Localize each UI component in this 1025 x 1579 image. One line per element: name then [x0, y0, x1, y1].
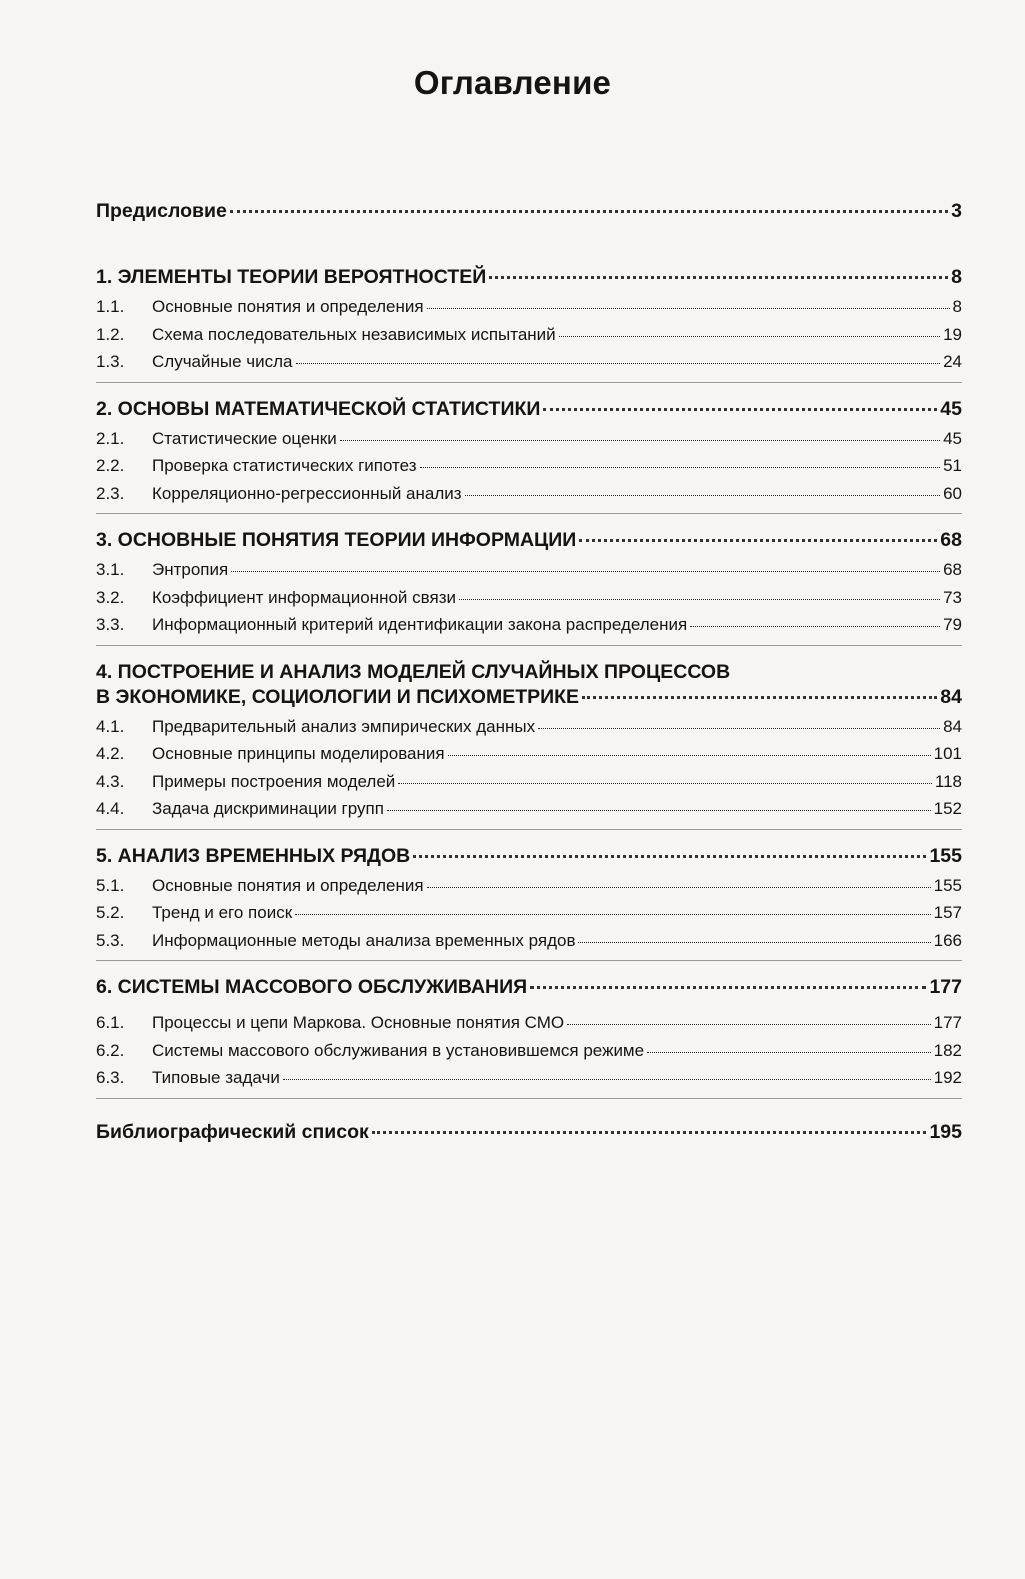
toc-page-number: 84 [943, 716, 962, 736]
toc-chapter-3[interactable] [96, 529, 962, 552]
section-title: Информационные методы анализа временных рядов [152, 930, 576, 950]
section-title: Случайные числа [152, 352, 293, 371]
chapter-title: 6. СИСТЕМЫ МАССОВОГО ОБСЛУЖИВАНИЯ [96, 976, 528, 998]
toc-section[interactable] [96, 1064, 962, 1092]
toc-section[interactable] [96, 348, 962, 376]
table-of-contents [96, 200, 962, 1144]
toc-page-number: 19 [943, 324, 962, 344]
chapter-title: 5. АНАЛИЗ ВРЕМЕННЫХ РЯДОВ [96, 844, 411, 867]
dot-leader [448, 755, 931, 756]
section-number: 5.3. [96, 930, 125, 950]
section-title: Информационный критерий идентификации закона распределения [152, 615, 688, 634]
toc-section[interactable] [96, 584, 962, 612]
toc-section[interactable] [96, 556, 962, 584]
toc-page-number: 68 [943, 560, 962, 579]
toc-page-number: 3 [951, 200, 962, 222]
dot-leader [427, 308, 950, 309]
section-number: 6.3. [96, 1068, 125, 1087]
section-list [96, 556, 962, 646]
section-title: Проверка статистических гипотез [152, 456, 417, 475]
chapter-title: 2. ОСНОВЫ МАТЕМАТИЧЕСКОЙ СТАТИСТИКИ [96, 397, 541, 420]
dot-leader [582, 696, 937, 699]
toc-section[interactable] [96, 1037, 962, 1065]
toc-page-number: 45 [943, 428, 962, 448]
section-number: 4.2. [96, 744, 125, 763]
section-number: 1.1. [96, 297, 125, 316]
toc-section[interactable] [96, 611, 962, 639]
toc-chapter-4[interactable] [96, 686, 962, 709]
toc-section[interactable] [96, 899, 962, 927]
section-title: Коэффициент информационной связи [152, 587, 456, 607]
dot-leader [427, 887, 931, 888]
dot-leader [231, 571, 940, 572]
section-title: Корреляционно-регрессионный анализ [152, 483, 462, 503]
toc-page-number: 155 [933, 875, 962, 895]
dot-leader [296, 363, 941, 364]
toc-page-number: 195 [929, 1120, 962, 1143]
section-title: Основные понятия и определения [152, 297, 424, 316]
dot-leader [283, 1079, 931, 1080]
dot-leader [579, 539, 937, 542]
dot-leader [372, 1131, 927, 1134]
toc-section[interactable] [96, 425, 962, 453]
section-title: Статистические оценки [152, 428, 337, 448]
toc-section[interactable] [96, 452, 962, 480]
dot-leader [543, 408, 937, 411]
section-number: 5.2. [96, 903, 125, 922]
section-title: Энтропия [152, 560, 229, 579]
toc-page-number: 8 [951, 266, 962, 288]
toc-entry-label: Предисловие [96, 200, 227, 222]
section-list [96, 1009, 962, 1099]
dot-leader [538, 728, 940, 729]
toc-page-number: 152 [933, 799, 962, 818]
dot-leader [413, 855, 926, 858]
toc-page-number: 118 [934, 771, 962, 791]
toc-page-number: 84 [940, 685, 962, 708]
toc-section[interactable] [96, 927, 962, 955]
toc-chapter-1[interactable] [96, 266, 962, 289]
toc-section[interactable] [96, 872, 962, 900]
page-title: Оглавление [413, 64, 612, 101]
toc-page-number: 177 [929, 976, 962, 998]
dot-leader [387, 810, 931, 811]
toc-section[interactable] [96, 713, 962, 741]
toc-section[interactable] [96, 480, 962, 508]
toc-page-number: 8 [952, 297, 962, 316]
toc-section[interactable] [96, 740, 962, 768]
chapter-title: 3. ОСНОВНЫЕ ПОНЯТИЯ ТЕОРИИ ИНФОРМАЦИИ [96, 529, 577, 551]
toc-page-number: 73 [943, 587, 962, 607]
toc-preface[interactable] [96, 200, 962, 223]
section-number: 2.2. [96, 456, 125, 475]
toc-section[interactable] [96, 321, 962, 349]
toc-page-number: 155 [929, 844, 962, 867]
dot-leader [230, 210, 948, 213]
section-number: 3.1. [96, 560, 125, 579]
chapter-title-line1[interactable]: 4. ПОСТРОЕНИЕ И АНАЛИЗ МОДЕЛЕЙ СЛУЧАЙНЫХ ПРОЦЕССОВ [96, 660, 731, 683]
toc-page-number: 60 [943, 483, 962, 503]
toc-section[interactable] [96, 795, 962, 823]
toc-page-number: 182 [933, 1040, 962, 1060]
section-title: Предварительный анализ эмпирических данных [152, 716, 536, 736]
dot-leader [398, 783, 932, 784]
section-title: Тренд и его поиск [152, 903, 293, 922]
dot-leader [489, 276, 948, 279]
section-number: 1.3. [96, 352, 125, 371]
dot-leader [459, 599, 940, 600]
toc-page-number: 79 [943, 615, 962, 634]
section-title: Задача дискриминации групп [152, 799, 384, 818]
section-list [96, 293, 962, 383]
chapter-title: 1. ЭЛЕМЕНТЫ ТЕОРИИ ВЕРОЯТНОСТЕЙ [96, 266, 487, 288]
section-number: 4.1. [96, 716, 125, 736]
toc-chapter-6[interactable] [96, 976, 962, 999]
dot-leader [578, 942, 930, 943]
section-list [96, 713, 962, 830]
toc-page-number: 177 [933, 1013, 962, 1032]
section-title: Схема последовательных независимых испытаний [152, 324, 556, 344]
section-title: Системы массового обслуживания в установившемся режиме [152, 1040, 645, 1060]
dot-leader [647, 1052, 931, 1053]
section-list [96, 425, 962, 515]
toc-chapter-5[interactable] [96, 845, 962, 868]
section-title: Типовые задачи [152, 1068, 280, 1087]
dot-leader [530, 986, 926, 989]
section-number: 6.1. [96, 1013, 125, 1032]
section-number: 4.4. [96, 799, 125, 818]
toc-page-number: 24 [943, 352, 962, 371]
dot-leader [690, 626, 940, 627]
toc-page-number: 51 [943, 456, 962, 475]
section-number: 2.3. [96, 483, 125, 503]
section-number: 3.3. [96, 615, 125, 634]
toc-entry-label: Библиографический список [96, 1120, 369, 1143]
toc-chapter-2[interactable] [96, 398, 962, 421]
section-list [96, 872, 962, 962]
dot-leader [340, 440, 940, 441]
toc-section[interactable] [96, 768, 962, 796]
section-number: 5.1. [96, 875, 125, 895]
toc-section[interactable] [96, 293, 962, 321]
chapter-title: В ЭКОНОМИКЕ, СОЦИОЛОГИИ И ПСИХОМЕТРИКЕ [96, 685, 580, 708]
section-title: Примеры построения моделей [152, 771, 396, 791]
dot-leader [420, 467, 941, 468]
toc-page-number: 45 [940, 397, 962, 420]
toc-page-number: 192 [933, 1068, 962, 1087]
toc-page-number: 157 [933, 903, 962, 922]
section-title: Основные принципы моделирования [152, 744, 445, 763]
section-number: 3.2. [96, 587, 125, 607]
toc-section[interactable] [96, 1009, 962, 1037]
section-number: 1.2. [96, 324, 125, 344]
section-number: 4.3. [96, 771, 125, 791]
toc-page-number: 101 [933, 744, 962, 763]
section-title: Основные понятия и определения [152, 875, 424, 895]
dot-leader [567, 1024, 931, 1025]
section-number: 6.2. [96, 1040, 125, 1060]
section-number: 2.1. [96, 428, 125, 448]
section-title: Процессы и цепи Маркова. Основные понятия СМО [152, 1013, 565, 1032]
toc-bibliography[interactable] [96, 1121, 962, 1144]
dot-leader [295, 914, 930, 915]
toc-page-number: 166 [933, 930, 962, 950]
dot-leader [465, 495, 941, 496]
dot-leader [559, 336, 940, 337]
toc-page-number: 68 [940, 529, 962, 551]
